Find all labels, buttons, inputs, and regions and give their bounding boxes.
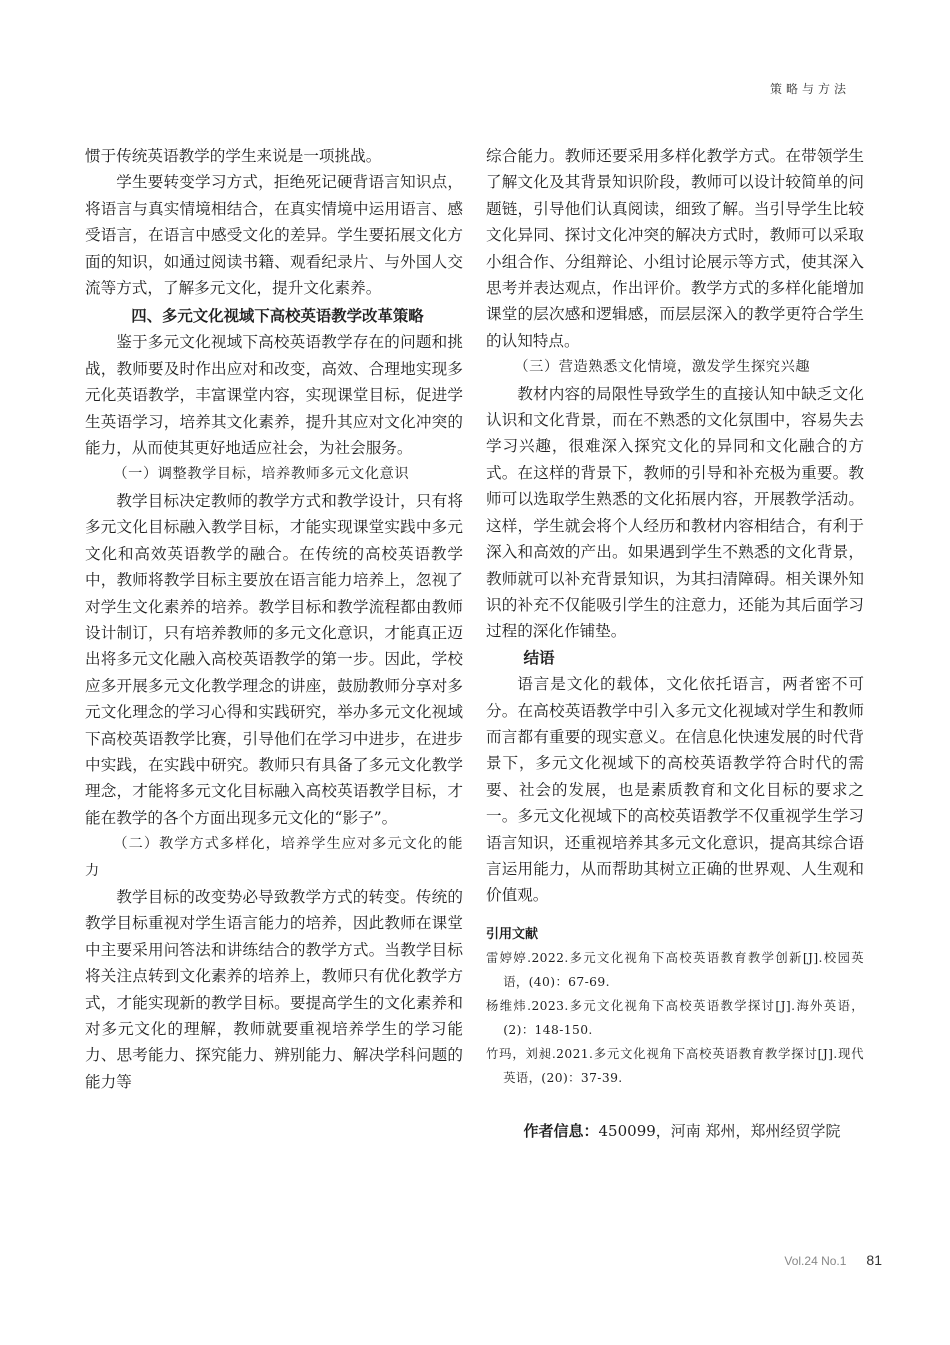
subheading-2: （二）教学方式多样化，培养学生应对多元文化的能力: [85, 836, 463, 879]
paragraph-conclusion: 语言是文化的载体，文化依托语言，两者密不可分。在高校英语教学中引入多元文化视域对学生和教师而言都有重要的现实意义。在信息化快速发展的时代背景下，多元文化视域下的高校英语教学符合时代的需要、社会的发展，也是素质教育和文化目标的要求之一。多元文化视域下的高校英语教学不仅重视学生学习语言知识，还重视培养其多元文化意识，提高其综合语言运用能力，从而帮助其树立正确的世界观、人生观和价值观。: [486, 675, 864, 905]
page-footer: [784, 1252, 882, 1268]
reference-item: 竹玛，刘昶.2021.多元文化视角下高校英语教育教学探讨[J].现代英语，(20)：37-39.: [486, 1046, 864, 1085]
right-column: [486, 143, 864, 1141]
conclusion-heading: 结语: [523, 648, 555, 667]
left-column: [85, 143, 463, 1095]
author-info: [486, 1120, 864, 1141]
paragraph-continued-right: 综合能力。教师还要采用多样化教学方式。在带领学生了解文化及其背景知识阶段，教师可以设计较简单的问题链，引导他们认真阅读，细致了解。当引导学生比较文化异同、探讨文化冲突的解决方式时，教师可以采取小组合作、分组辩论、小组讨论展示等方式，使其深入思考并表达观点，作出评价。教学方式的多样化能增加课堂的层次感和逻辑感，而层层深入的教学更符合学生的认知特点。: [486, 147, 864, 350]
author-info-label: 作者信息：: [523, 1121, 599, 1140]
paragraph-student-learning: 学生要转变学习方式，拒绝死记硬背语言知识点，将语言与真实情境相结合，在真实情境中运用语言、感受语言，在语言中感受文化的差异。学生要拓展文化方面的知识，如通过阅读书籍、观看纪录片、与外国人交流等方式，了解多元文化，提升文化素养。: [85, 173, 463, 298]
references-title: 引用文献: [486, 926, 539, 942]
running-header: 策略与方法: [769, 82, 850, 96]
author-info-value: 450099，河南 郑州，郑州经贸学院: [598, 1121, 841, 1140]
subheading-3: （三）营造熟悉文化情境，激发学生探究兴趣: [514, 359, 811, 376]
paragraph-subsection-2: 教学目标的改变势必导致教学方式的转变。传统的教学目标重视对学生语言能力的培养，因此教师在课堂中主要采用问答法和讲练结合的教学方式。当教学目标将关注点转到文化素养的培养上，教师只有优化教学方式，才能实现新的教学目标。要提高学生的文化素养和对多元文化的理解，教师就要重视培养学生的学习能力、思考能力、探究能力、辨别能力、解决学科问题的能力等: [85, 887, 463, 1091]
paragraph-section-4: 鉴于多元文化视域下高校英语教学存在的问题和挑战，教师要及时作出应对和改变，高效、合理地实现多元化英语教学，丰富课堂内容，实现课堂目标，促进学生英语学习，培养其文化素养，提升其应对文化冲突的能力，从而使其更好地适应社会，为社会服务。: [85, 333, 463, 458]
reference-item: 雷婷婷.2022.多元文化视角下高校英语教育教学创新[J].校园英语，(40)：67-69.: [486, 950, 864, 989]
section-heading-4: 四、多元文化视域下高校英语教学改革策略: [131, 307, 424, 326]
paragraph-subsection-1: 教学目标决定教师的教学方式和教学设计，只有将多元文化目标融入教学目标，才能实现课堂实践中多元文化和高效英语教学的融合。在传统的高校英语教学中，教师将教学目标主要放在语言能力培养上，忽视了对学生文化素养的培养。教学目标和教学流程都由教师设计制订，只有培养教师的多元文化意识，才能真正迈出将多元文化融入高校英语教学的第一步。因此，学校应多开展多元文化教学理念的讲座，鼓励教师分享对多元文化理念的学习心得和实践研究，举办多元文化视域下高校英语教学比赛，引导他们在学习中进步，在进步中实践，在实践中研究。教师只有具备了多元文化教学理念，才能将多元文化目标融入高校英语教学目标，才能在教学的各个方面出现多元文化的“影子”。: [85, 491, 463, 827]
reference-item: 杨维炜.2023.多元文化视角下高校英语教学探讨[J].海外英语，(2)：148-150.: [486, 998, 864, 1037]
volume-number: Vol.24 No.1: [784, 1254, 847, 1268]
paragraph-subsection-3: 教材内容的局限性导致学生的直接认知中缺乏文化认识和文化背景，而在不熟悉的文化氛围中，容易失去学习兴趣，很难深入探究文化的异同和文化融合的方式。在这样的背景下，教师的引导和补充极为重要。教师可以选取学生熟悉的文化拓展内容，开展教学活动。这样，学生就会将个人经历和教材内容相结合，有利于深入和高效的产出。如果遇到学生不熟悉的文化背景，教师就可以补充背景知识，为其扫清障碍。相关课外知识的补充不仅能吸引学生的注意力，还能为其后面学习过程的深化作铺垫。: [486, 384, 864, 641]
subheading-1: （一）调整教学目标，培养教师多元文化意识: [113, 466, 410, 483]
paragraph-continued: 惯于传统英语教学的学生来说是一项挑战。: [85, 147, 382, 165]
page-number: 81: [866, 1252, 882, 1268]
